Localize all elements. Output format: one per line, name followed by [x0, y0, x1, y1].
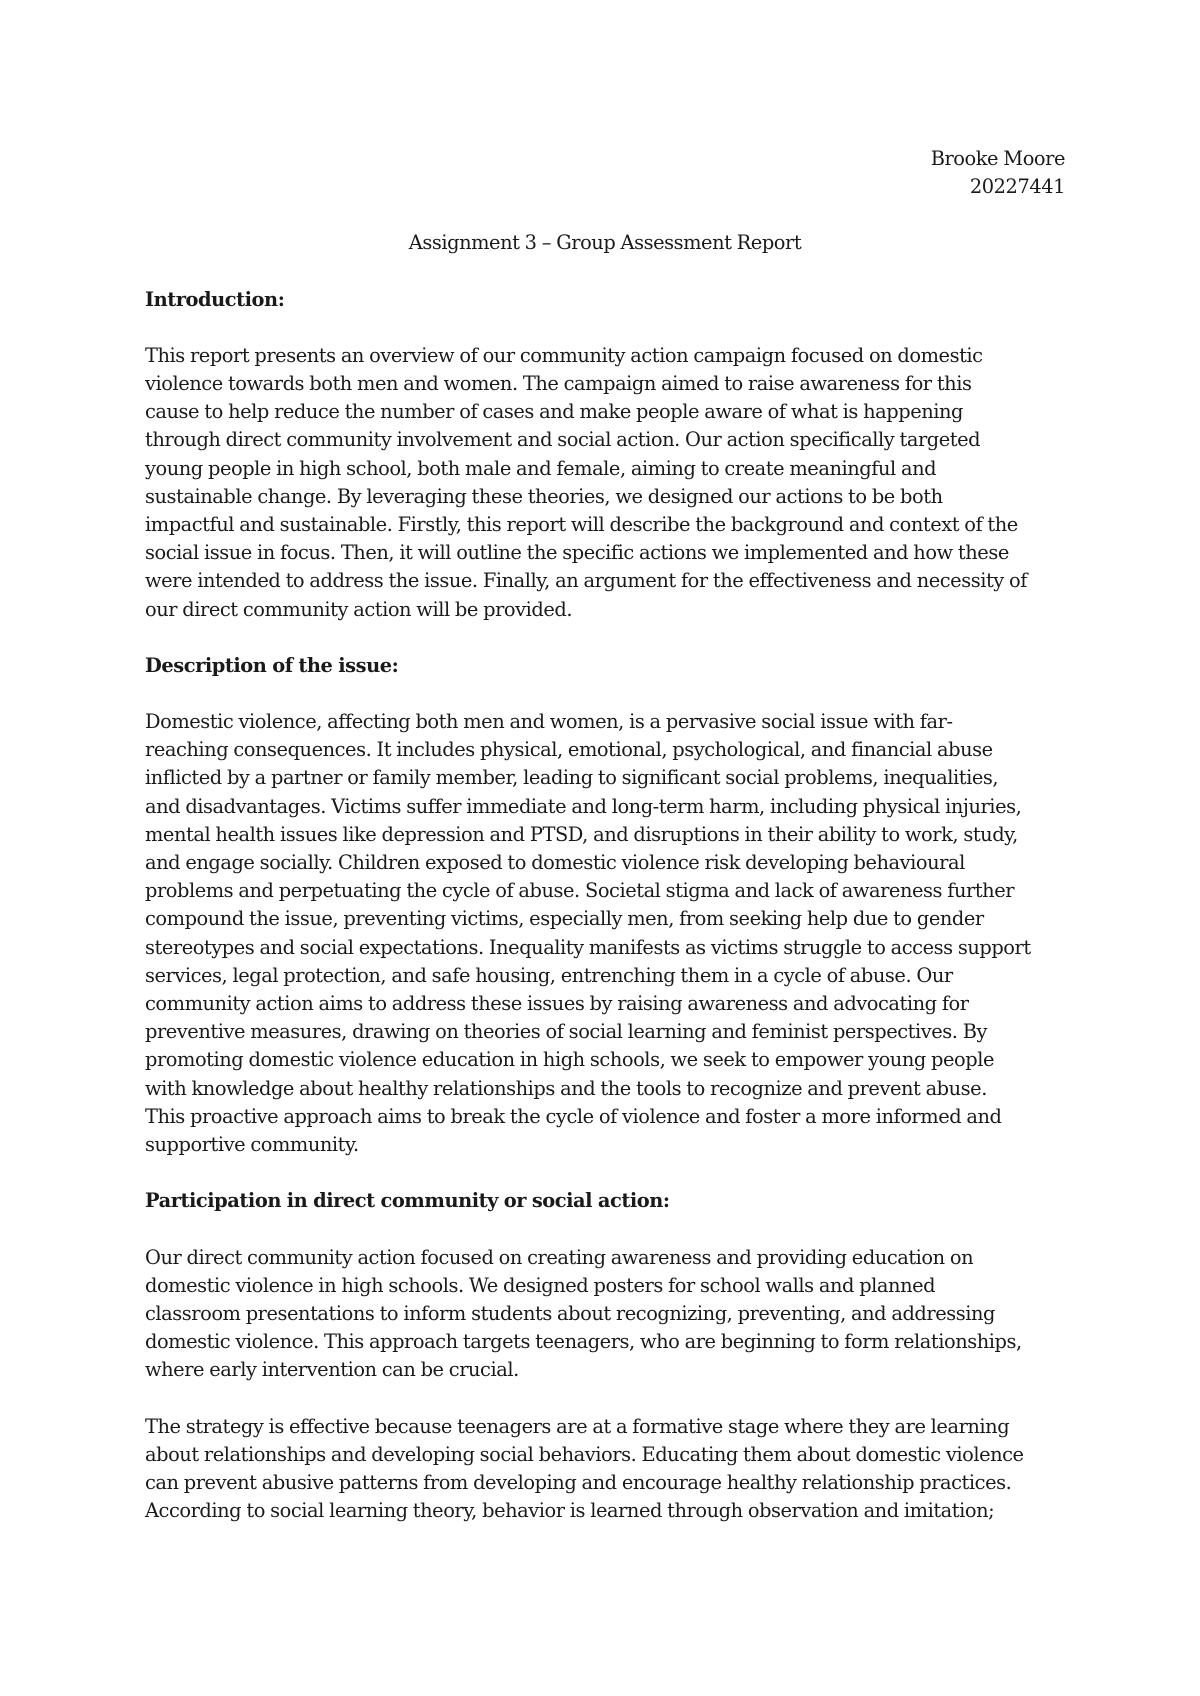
- paragraph-line: Our direct community action focused on creating awareness and providing education on: [145, 1245, 974, 1269]
- body-paragraph: [145, 1413, 1065, 1526]
- paragraph-line: young people in high school, both male and female, aiming to create meaningful and: [145, 456, 937, 480]
- paragraph-line: were intended to address the issue. Finally, an argument for the effectiveness and necessity of: [145, 569, 1027, 593]
- paragraph-line: cause to help reduce the number of cases and make people aware of what is happening: [145, 400, 964, 424]
- paragraph-line: can prevent abusive patterns from developing and encourage healthy relationship practices.: [145, 1470, 1012, 1494]
- paragraph-line: sustainable change. By leveraging these theories, we designed our actions to be both: [145, 484, 943, 508]
- paragraph-line: violence towards both men and women. The campaign aimed to raise awareness for this: [145, 372, 972, 396]
- paragraph-line: The strategy is effective because teenagers are at a formative stage where they are learning: [145, 1414, 1010, 1438]
- paragraph-line: and engage socially. Children exposed to domestic violence risk developing behavioural: [145, 851, 965, 875]
- paragraph-line: domestic violence in high schools. We designed posters for school walls and planned: [145, 1273, 936, 1297]
- document-title: Assignment 3 – Group Assessment Report: [408, 231, 802, 255]
- section-heading-introduction: Introduction:: [145, 287, 285, 311]
- paragraph-line: This proactive approach aims to break the cycle of violence and foster a more informed and: [145, 1104, 1002, 1128]
- document-body: [145, 145, 1065, 1525]
- paragraph-line: classroom presentations to inform students about recognizing, preventing, and addressing: [145, 1301, 995, 1325]
- paragraph-line: supportive community.: [145, 1133, 359, 1157]
- paragraph-line: Domestic violence, affecting both men and women, is a pervasive social issue with far-: [145, 710, 953, 734]
- student-id: 20227441: [969, 175, 1065, 199]
- author-name: Brooke Moore: [930, 147, 1065, 170]
- paragraph-line: stereotypes and social expectations. Inequality manifests as victims struggle to access support: [145, 935, 1031, 959]
- paragraph-line: and disadvantages. Victims suffer immediate and long-term harm, including physical injuries,: [145, 794, 1022, 818]
- body-paragraph: [145, 342, 1065, 624]
- body-paragraph: [145, 708, 1065, 1159]
- section-heading-description-of-the-issue: Description of the issue:: [145, 653, 399, 677]
- author-block: [145, 145, 1065, 201]
- paragraph-line: domestic violence. This approach targets teenagers, who are beginning to form relationships,: [145, 1330, 1022, 1354]
- paragraph-line: compound the issue, preventing victims, especially men, from seeking help due to gender: [145, 907, 984, 931]
- paragraph-line: mental health issues like depression and PTSD, and disruptions in their ability to work, study,: [145, 822, 1018, 846]
- paragraph-line: According to social learning theory, behavior is learned through observation and imitation;: [145, 1499, 995, 1523]
- section-heading-participation-in-direct-community-or-social-action: Participation in direct community or social action:: [145, 1189, 670, 1213]
- paragraph-line: promoting domestic violence education in high schools, we seek to empower young people: [145, 1048, 995, 1072]
- paragraph-line: with knowledge about healthy relationships and the tools to recognize and prevent abuse.: [145, 1076, 987, 1100]
- paragraph-line: preventive measures, drawing on theories of social learning and feminist perspectives. By: [145, 1020, 988, 1044]
- paragraph-line: social issue in focus. Then, it will outline the specific actions we implemented and how these: [145, 541, 1009, 565]
- paragraph-line: inflicted by a partner or family member, leading to significant social problems, inequalities,: [145, 766, 999, 790]
- paragraph-line: where early intervention can be crucial.: [145, 1358, 519, 1382]
- paragraph-line: through direct community involvement and social action. Our action specifically targeted: [145, 428, 981, 452]
- paragraph-line: services, legal protection, and safe housing, entrenching them in a cycle of abuse. Our: [145, 963, 953, 987]
- paragraph-line: about relationships and developing social behaviors. Educating them about domestic violence: [145, 1442, 1024, 1466]
- body-paragraph: [145, 1244, 1065, 1385]
- paragraph-line: reaching consequences. It includes physical, emotional, psychological, and financial abuse: [145, 738, 993, 762]
- paragraph-line: problems and perpetuating the cycle of abuse. Societal stigma and lack of awareness further: [145, 879, 1015, 903]
- paragraph-line: community action aims to address these issues by raising awareness and advocating for: [145, 992, 969, 1016]
- paragraph-line: impactful and sustainable. Firstly, this report will describe the background and context of the: [145, 513, 1018, 537]
- sections-container: [145, 286, 1065, 1526]
- paragraph-line: our direct community action will be provided.: [145, 597, 573, 621]
- paragraph-line: This report presents an overview of our community action campaign focused on domestic: [145, 343, 983, 367]
